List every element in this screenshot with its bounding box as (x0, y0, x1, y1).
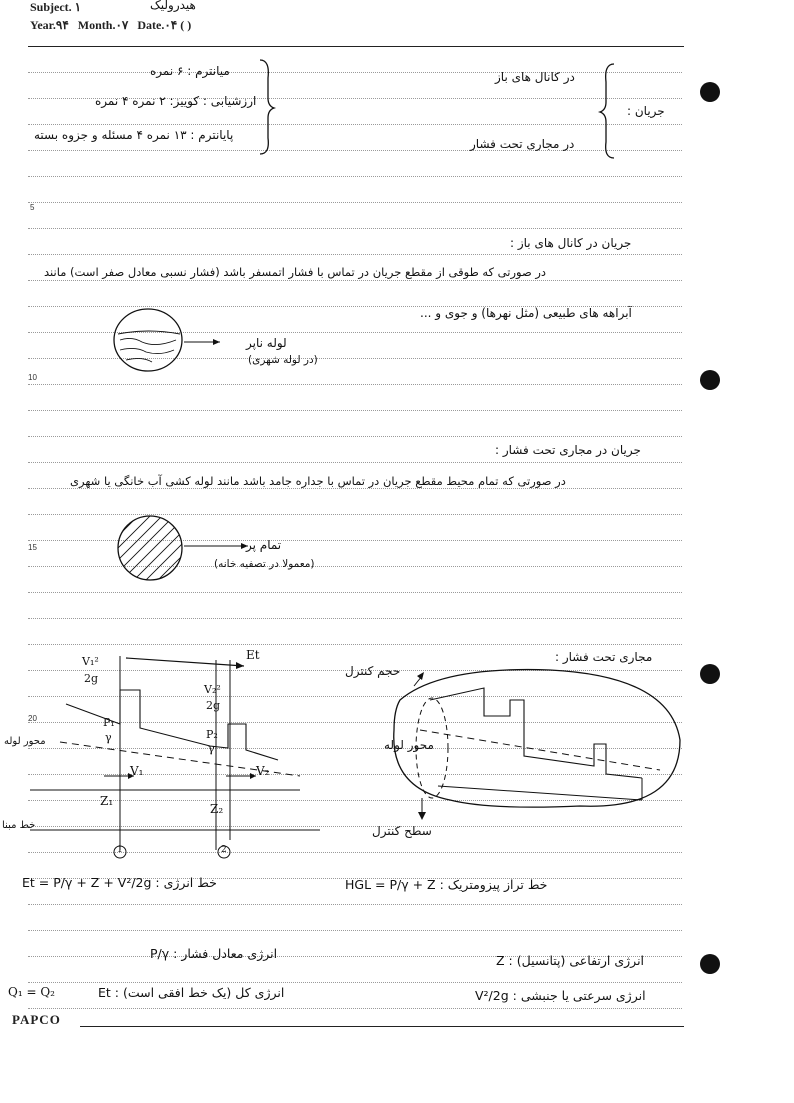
year-label: Year. (30, 18, 56, 32)
header-rule (28, 46, 684, 47)
label-v2: V₂ (256, 764, 270, 778)
label-p2: P₂ (206, 728, 218, 741)
line-number-15: 15 (28, 543, 37, 552)
label-datum: خط مبنا (2, 820, 36, 831)
full-pipe-diagram (116, 514, 256, 584)
label-axis-cv: محور لوله (384, 738, 434, 752)
line-number-20: 20 (28, 714, 37, 723)
label-control-volume: حجم کنترل (345, 664, 401, 678)
label-2g-1: 2g (84, 672, 99, 685)
section1-sublabel: (در لوله شهری) (248, 354, 318, 366)
label-p1: P₁ (103, 716, 115, 729)
date-value: ۰۴ (164, 18, 178, 32)
flow-brace (600, 62, 620, 162)
flow-pressurized: در مجاری تحت فشار (470, 137, 575, 151)
binder-hole (700, 664, 720, 684)
eq-pressure-energy: P/γ : انرژی معادل فشار (150, 946, 278, 961)
flow-open-channel: در کانال های باز (495, 70, 575, 84)
label-node-1: 1 (117, 845, 123, 855)
eq-kinetic: V²/2g : انرژی سرعتی یا جنبشی (475, 988, 646, 1003)
partial-pipe-diagram (112, 306, 232, 376)
label-v2-sq: V₂² (204, 683, 221, 696)
subject-value: ۱ (74, 0, 82, 14)
section1-label: لوله ناپر (246, 336, 287, 350)
label-gamma1: γ (105, 731, 112, 744)
label-gamma2: γ (208, 742, 215, 755)
section1-heading: جریان در کانال های باز : (510, 236, 632, 250)
date-header (30, 18, 191, 33)
label-2g-2: 2g (206, 699, 221, 712)
eq-energy-line: خط انرژی : Et = P/γ + Z + V²/2g (22, 875, 217, 890)
grading-midterm: میانترم : ۶ نمره (150, 64, 230, 78)
energy-line-diagram (0, 640, 340, 870)
section2-line1: در صورتی که تمام محیط مقطع جریان در تماس با جداره جامد باشد مانند لوله کشی آب خانگی یا شهری (70, 474, 566, 488)
subject-field (30, 0, 81, 15)
label-node-2: 2 (221, 845, 227, 855)
binder-hole (700, 82, 720, 102)
month-label: Month. (77, 18, 116, 32)
grading-final: پایانترم : ۱۳ نمره ۴ مسئله و جزوه بسته (34, 128, 234, 142)
eq-q: Q₁ = Q₂ (8, 985, 55, 999)
binder-hole (700, 370, 720, 390)
section2-heading: جریان در مجاری تحت فشار : (495, 443, 641, 457)
label-z2: Z₂ (210, 802, 224, 816)
grading-quiz: ارزشیابی : کوییز: ۲ نمره ۴ نمره (95, 94, 257, 108)
line-number-5: 5 (30, 203, 35, 212)
year-value: ۹۴ (55, 18, 69, 32)
section1-line2: آبراهه های طبیعی (مثل نهرها) و جوی و ... (420, 306, 632, 320)
eq-potential: Z : انرژی ارتفاعی (پتانسیل) (496, 953, 645, 968)
subject-label: Subject. (30, 0, 72, 14)
line-number-10: 10 (28, 373, 37, 382)
section1-line1: در صورتی که طوقی از مقطع جریان در تماس با فشار اتمسفر باشد (فشار نسبی معادل صفر است) مانند (44, 265, 547, 279)
label-et: Et (246, 648, 260, 662)
section2-sublabel: (معمولا در تصفیه خانه) (214, 558, 315, 570)
flow-heading: جریان : (627, 104, 665, 118)
footer-rule (80, 1026, 684, 1027)
label-v1-sq: V₁² (82, 655, 99, 668)
section3-heading: مجاری تحت فشار : (555, 650, 653, 664)
grading-brace (256, 58, 276, 158)
label-z1: Z₁ (100, 794, 114, 808)
eq-total-energy: Et : انرژی کل (یک خط افقی است) (98, 985, 285, 1000)
label-v1: V₁ (130, 764, 144, 778)
label-pipe-axis: محور لوله (4, 736, 46, 747)
eq-hgl: خط تراز پیزومتریک : HGL = P/γ + Z (345, 877, 548, 892)
binder-hole (700, 954, 720, 974)
label-control-surface: سطح کنترل (372, 824, 432, 838)
brand-logo: PAPCO (12, 1012, 61, 1027)
date-paren: ( ) (180, 18, 192, 32)
subject-title: هیدرولیک (150, 0, 196, 12)
section2-label: تمام پر (246, 538, 282, 552)
date-label: Date. (137, 18, 165, 32)
month-value: ۰۷ (115, 18, 129, 32)
